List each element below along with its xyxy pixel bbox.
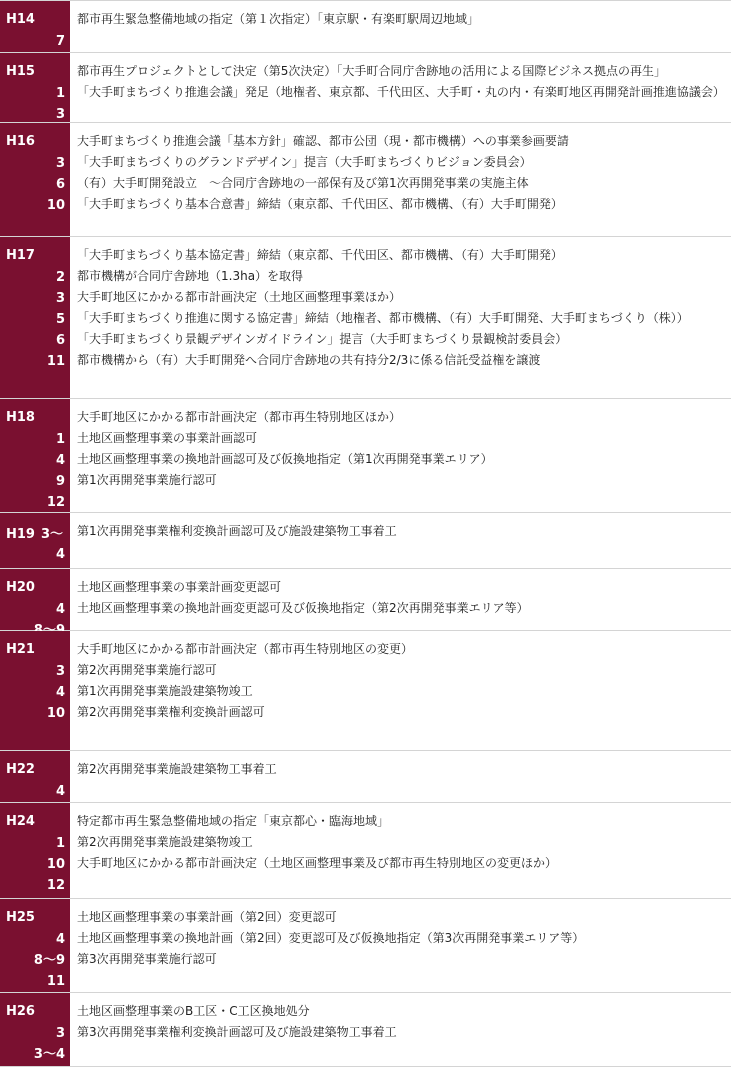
year-cell	[0, 569, 70, 630]
event-cell	[70, 751, 731, 802]
year-cell	[0, 803, 70, 898]
year-cell	[0, 1, 70, 52]
event-text: 土地区画整理事業の換地計画変更認可及び仮換地指定（第2次再開発事業エリア等）	[77, 601, 529, 615]
event-text: 大手町地区にかかる都市計画決定（都市再生特別地区ほか）	[77, 410, 402, 424]
event-cell	[70, 513, 731, 568]
month-label: 4	[55, 453, 65, 468]
timeline-row	[0, 899, 731, 993]
timeline-row	[0, 53, 731, 123]
timeline-row	[0, 123, 731, 237]
month-list	[6, 427, 65, 513]
month-label: 4	[55, 685, 65, 700]
event-text: 大手町地区にかかる都市計画決定（土地区画整理事業及び都市再生特別地区の変更ほか）	[77, 856, 558, 870]
year-label: H26	[6, 1004, 35, 1019]
month-label: 4	[55, 784, 65, 799]
year-label: H14	[6, 12, 35, 27]
month-label: 4	[55, 602, 65, 617]
event-text: 大手町地区にかかる都市計画決定（都市再生特別地区の変更）	[77, 642, 414, 656]
month-label: 8～9	[33, 953, 65, 968]
year-cell	[0, 123, 70, 236]
month-label: 10	[46, 198, 65, 213]
month-list	[6, 81, 65, 125]
event-text: 第3次再開発事業施行認可	[77, 952, 217, 966]
year-label: H20	[6, 580, 35, 595]
event-text: 土地区画整理事業の換地計画認可及び仮換地指定（第1次再開発事業エリア）	[77, 452, 493, 466]
month-label: 3	[55, 156, 65, 171]
month-label: 3	[55, 291, 65, 306]
timeline-row	[0, 1, 731, 53]
event-text: 「大手町まちづくり景観デザインガイドライン」提言（大手町まちづくり景観検討委員会）	[77, 332, 568, 346]
month-label: 3～4	[33, 1047, 65, 1062]
event-text: 第1次再開発事業施行認可	[77, 473, 217, 487]
month-label: 6	[55, 333, 65, 348]
timeline-row	[0, 513, 731, 569]
event-text: 都市機構から（有）大手町開発へ合同庁舎跡地の共有持分2/3に係る信託受益権を譲渡	[77, 353, 541, 367]
month-label: 3	[55, 1026, 65, 1041]
timeline-row	[0, 631, 731, 751]
event-text: 「大手町まちづくり推進に関する協定書」締結（地権者、都市機構、（有）大手町開発、大手町まちづくり（株））	[77, 311, 689, 325]
month-label: 12	[46, 878, 65, 893]
event-text: 土地区画整理事業の換地計画（第2回）変更認可及び仮換地指定（第3次再開発事業エリア等）	[77, 931, 585, 945]
event-text: 第1次再開発事業施設建築物竣工	[77, 684, 253, 698]
year-label: H16	[6, 134, 35, 149]
month-label: 5	[55, 312, 65, 327]
month-list	[6, 265, 65, 372]
event-text: 都市再生プロジェクトとして決定（第5次決定）「大手町合同庁舎跡地の活用による国際ビジネス拠点の再生」	[77, 64, 667, 78]
month-label: 1	[55, 86, 65, 101]
year-cell	[0, 993, 70, 1066]
year-cell	[0, 631, 70, 750]
event-text: 第1次再開発事業権利変換計画認可及び施設建築物工事着工	[77, 524, 397, 538]
month-list	[6, 659, 65, 724]
month-label: 3～	[40, 527, 64, 542]
year-cell	[0, 399, 70, 512]
event-text: 第2次再開発事業施設建築物竣工	[77, 835, 253, 849]
year-cell	[0, 751, 70, 802]
event-text: 土地区画整理事業の事業計画変更認可	[77, 580, 282, 594]
event-cell	[70, 569, 731, 630]
month-list	[6, 29, 65, 52]
year-label: H18	[6, 410, 35, 425]
year-cell	[0, 513, 70, 568]
event-cell	[70, 399, 731, 512]
month-label: 1	[55, 432, 65, 447]
month-label: 7	[55, 34, 65, 49]
event-cell	[70, 53, 731, 122]
month-label: 6	[55, 177, 65, 192]
year-label: H22	[6, 762, 35, 777]
month-label: 11	[46, 974, 65, 989]
month-list	[6, 831, 65, 896]
year-label: H17	[6, 248, 35, 263]
event-text: 特定都市再生緊急整備地域の指定「東京都心・臨海地域」	[77, 814, 390, 828]
event-text: 「大手町まちづくり推進会議」発足（地権者、東京都、千代田区、大手町・丸の内・有楽町地区再開発計画推進協議会）	[77, 85, 725, 99]
month-label: 10	[46, 706, 65, 721]
event-cell	[70, 123, 731, 236]
event-text: 第2次再開発事業施行認可	[77, 663, 217, 677]
event-cell	[70, 803, 731, 898]
year-cell	[0, 899, 70, 992]
event-text: 第2次再開発事業権利変換計画認可	[77, 705, 265, 719]
event-text: 土地区画整理事業の事業計画認可	[77, 431, 258, 445]
month-label: 1	[55, 836, 65, 851]
year-label: H24	[6, 814, 35, 829]
month-label: 11	[46, 354, 65, 369]
year-label: H25	[6, 910, 35, 925]
year-label: H21	[6, 642, 35, 657]
event-text: 「大手町まちづくりのグランドデザイン」提言（大手町まちづくりビジョン委員会）	[77, 155, 532, 169]
event-text: 大手町まちづくり推進会議「基本方針」確認、都市公団（現・都市機構）への事業参画要請	[77, 134, 569, 148]
month-label: 3	[55, 664, 65, 679]
timeline-row	[0, 803, 731, 899]
month-list	[6, 779, 65, 802]
month-label: 10	[46, 857, 65, 872]
year-cell	[0, 53, 70, 122]
timeline-row	[0, 237, 731, 399]
event-text: 土地区画整理事業の事業計画（第2回）変更認可	[77, 910, 337, 924]
month-list	[6, 1021, 65, 1065]
event-text: 「大手町まちづくり基本協定書」締結（東京都、千代田区、都市機構、（有）大手町開発）	[77, 248, 563, 262]
year-label: H19	[6, 527, 35, 542]
month-label: 2	[55, 270, 65, 285]
year-label: H15	[6, 64, 35, 79]
month-label: 4	[55, 547, 65, 562]
event-text: 第2次再開発事業施設建築物工事着工	[77, 762, 277, 776]
month-label: 4	[55, 932, 65, 947]
timeline-row	[0, 569, 731, 631]
timeline-row	[0, 399, 731, 513]
year-cell	[0, 237, 70, 398]
event-cell	[70, 993, 731, 1066]
event-text: 都市機構が合同庁舎跡地（1.3ha）を取得	[77, 269, 304, 283]
event-cell	[70, 631, 731, 750]
month-label: 3	[55, 107, 65, 122]
month-list	[6, 544, 65, 565]
event-text: 大手町地区にかかる都市計画決定（土地区画整理事業ほか）	[77, 290, 402, 304]
event-text: 土地区画整理事業のB工区・C工区換地処分	[77, 1004, 310, 1018]
month-label: 12	[46, 495, 65, 510]
event-text: （有）大手町開発設立 ～合同庁舎跡地の一部保有及び第1次再開発事業の実施主体	[77, 176, 529, 190]
event-text: 都市再生緊急整備地域の指定（第１次指定）「東京駅・有楽町駅周辺地域」	[77, 12, 480, 26]
event-text: 「大手町まちづくり基本合意書」締結（東京都、千代田区、都市機構、（有）大手町開発）	[77, 197, 563, 211]
event-text: 第3次再開発事業権利変換計画認可及び施設建築物工事着工	[77, 1025, 397, 1039]
timeline-row	[0, 993, 731, 1067]
event-cell	[70, 899, 731, 992]
month-list	[6, 927, 65, 992]
month-label: 9	[55, 474, 65, 489]
event-cell	[70, 237, 731, 398]
timeline-row	[0, 751, 731, 803]
month-list	[6, 151, 65, 216]
event-cell	[70, 1, 731, 52]
